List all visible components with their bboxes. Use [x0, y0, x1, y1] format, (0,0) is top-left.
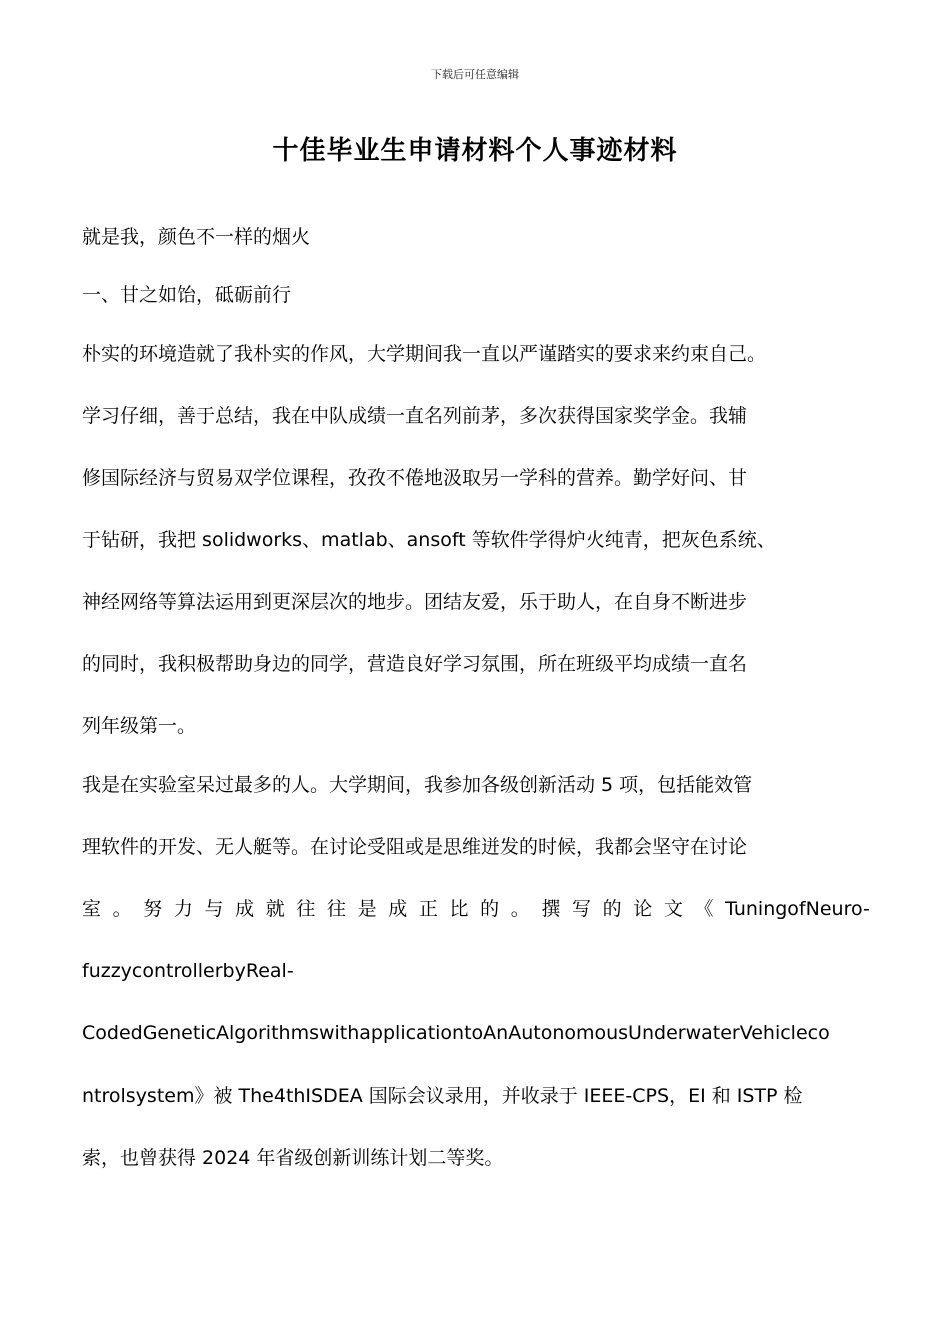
spread-char: 。 — [112, 898, 132, 920]
spread-char: 往 — [296, 898, 316, 920]
paragraph-line: 修国际经济与贸易双学位课程，孜孜不倦地汲取另一学科的营养。勤学好问、甘 — [82, 467, 748, 489]
paragraph-line: 列年级第一。 — [82, 715, 197, 737]
paragraph-line: 理软件的开发、无人艇等。在讨论受阻或是思维迸发的时候，我都会坚守在讨论 — [82, 836, 748, 858]
spread-char: 是 — [357, 898, 377, 920]
spread-char: 与 — [204, 898, 224, 920]
spread-char: TuningofNeuro- — [725, 898, 870, 920]
paragraph-line: CodedGeneticAlgorithmswithapplicationtoAnAutonomousUnderwaterVehicleco — [82, 1022, 830, 1044]
spread-char: 。 — [510, 898, 530, 920]
paragraph-line: 学习仔细，善于总结，我在中队成绩一直名列前茅，多次获得国家奖学金。我辅 — [82, 405, 748, 427]
spread-char: 力 — [173, 898, 193, 920]
spread-char: 的 — [602, 898, 622, 920]
paragraph-line: ntrolsystem》被 The4thISDEA 国际会议录用，并收录于 IEEE-CPS，EI 和 ISTP 检 — [82, 1085, 803, 1107]
spread-char: 成 — [235, 898, 255, 920]
spread-char: 正 — [418, 898, 438, 920]
header-note: 下载后可任意编辑 — [431, 68, 519, 81]
spread-char: 撰 — [541, 898, 561, 920]
paragraph-line: 神经网络等算法运用到更深层次的地步。团结友爱，乐于助人，在自身不断进步 — [82, 591, 748, 613]
spread-char: 论 — [633, 898, 653, 920]
paragraph-line: 于钻研，我把 solidworks、matlab、ansoft 等软件学得炉火纯青，把灰色系统、 — [82, 529, 776, 551]
spread-char: 的 — [480, 898, 500, 920]
section-heading: 一、甘之如饴，砥砺前行 — [82, 284, 292, 306]
subtitle-line: 就是我，颜色不一样的烟火 — [82, 226, 311, 248]
spread-char: 比 — [449, 898, 469, 920]
paragraph-line: 朴实的环境造就了我朴实的作风，大学期间我一直以严谨踏实的要求来约束自己。 — [82, 343, 767, 365]
spread-char: 往 — [327, 898, 347, 920]
spread-char: 文 — [663, 898, 683, 920]
document-title: 十佳毕业生申请材料个人事迹材料 — [272, 136, 678, 166]
paragraph-line: 我是在实验室呆过最多的人。大学期间，我参加各级创新活动 5 项，包括能效管 — [82, 774, 753, 796]
spread-char: 努 — [143, 898, 163, 920]
paragraph-line: fuzzycontrollerbyReal- — [82, 960, 294, 982]
spread-char: 写 — [572, 898, 592, 920]
spread-char: 成 — [388, 898, 408, 920]
spread-char: 就 — [265, 898, 285, 920]
spread-char: 室 — [82, 898, 102, 920]
paragraph-line: 的同时，我积极帮助身边的同学，营造良好学习氛围，所在班级平均成绩一直名 — [82, 653, 748, 675]
paragraph-line: 索，也曾获得 2024 年省级创新训练计划二等奖。 — [82, 1147, 504, 1169]
paragraph-line-justified — [82, 894, 870, 924]
spread-char: 《 — [694, 898, 714, 920]
